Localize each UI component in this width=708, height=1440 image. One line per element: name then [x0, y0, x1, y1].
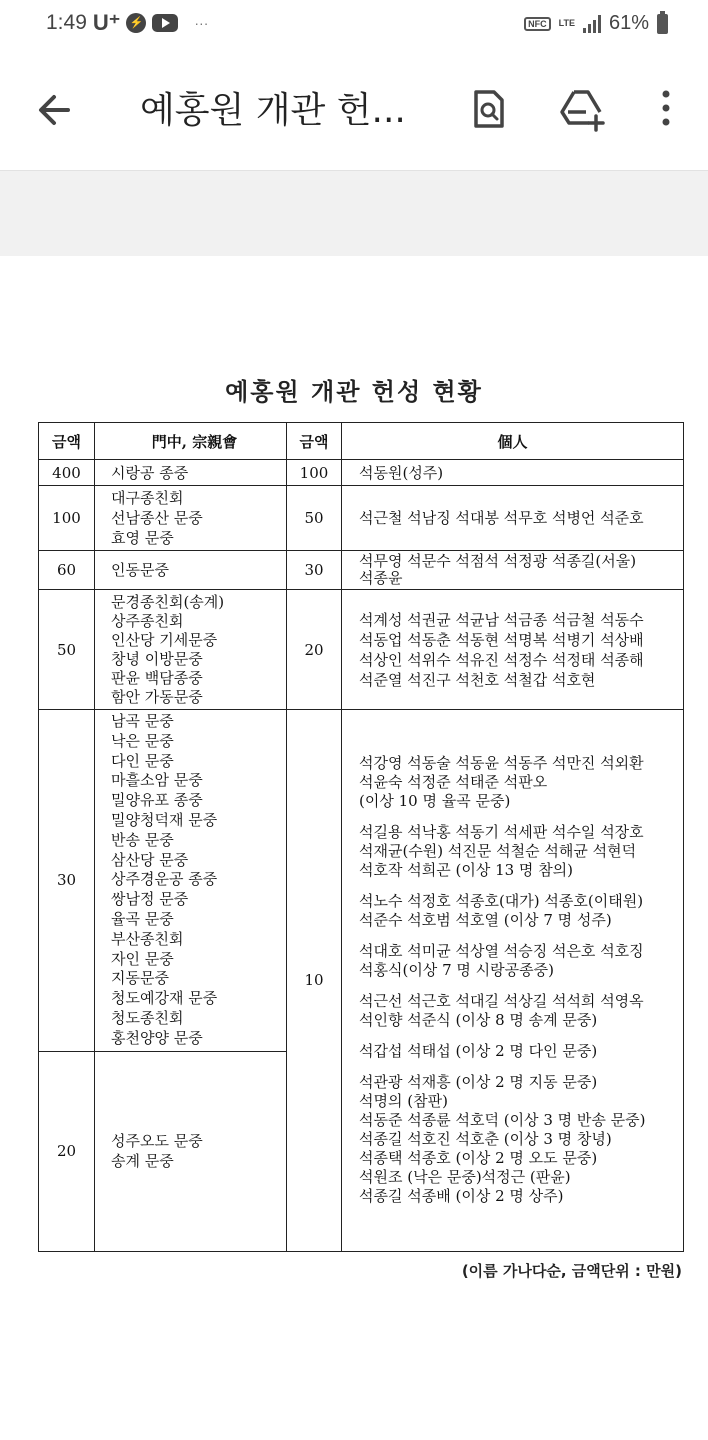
amount-cell: 100 — [39, 486, 95, 551]
list-item: 석동원(성주) — [359, 463, 444, 482]
table-row — [39, 710, 684, 1052]
donor-group-block — [359, 823, 675, 880]
list-item: 청도종친회 — [111, 1008, 184, 1027]
list-item: 석동준 석종륜 석호덕 (이상 3 명 반송 문중) — [359, 1111, 646, 1130]
amount-cell: 30 — [287, 551, 342, 590]
donor-group-block — [359, 1042, 675, 1061]
list-item: 석원조 (낙은 문중)석정근 (판윤) — [359, 1168, 571, 1187]
more-vert-icon — [638, 80, 694, 136]
find-in-document-button[interactable] — [460, 80, 516, 136]
individual-cell — [342, 486, 684, 551]
list-item: 석명의 (참판) — [359, 1092, 448, 1111]
amount-cell: 10 — [287, 710, 342, 1252]
back-button[interactable] — [28, 82, 84, 138]
page-heading: 예홍원 개관 헌성 현황 — [225, 377, 483, 406]
list-item: 상주경운공 종중 — [111, 870, 218, 889]
group-cell — [95, 551, 287, 590]
list-item: 부산종친회 — [111, 929, 184, 948]
more-notifications-icon: ··· — [194, 15, 209, 31]
list-item: 석길용 석낙홍 석동기 석세판 석수일 석장호 — [359, 823, 644, 842]
donor-group-block — [359, 754, 675, 811]
list-item: 남곡 문중 — [111, 712, 174, 730]
carrier-label: U⁺ — [92, 10, 121, 35]
group-cell — [95, 486, 287, 551]
list-item: 함안 가동문중 — [111, 687, 203, 706]
status-left — [46, 10, 208, 36]
list-item: 삼산당 문중 — [111, 850, 189, 869]
list-item: 상주종친회 — [111, 611, 184, 630]
list-item: 마흘소암 문중 — [111, 771, 203, 790]
spacer — [359, 880, 675, 892]
list-item: 자인 문중 — [111, 949, 174, 968]
table-header-row — [39, 423, 684, 460]
amount-cell: 50 — [39, 590, 95, 710]
list-item: 인산당 기세문중 — [111, 630, 218, 649]
document-title: 예홍원 개관 헌... — [140, 90, 406, 131]
list-item: 석준열 석진구 석천호 석철갑 석호현 — [359, 670, 596, 689]
list-item: (이상 10 명 율곡 문중) — [359, 792, 511, 811]
youtube-icon — [152, 14, 178, 32]
spacer — [359, 811, 675, 823]
table-row — [39, 590, 684, 710]
status-time: 1:49 — [46, 11, 87, 34]
table-row — [39, 551, 684, 590]
list-item: 쌍남정 문중 — [111, 890, 189, 909]
list-item: 석무영 석문수 석점석 석정광 석종길(서울) — [359, 552, 637, 570]
list-item: 석대호 석미균 석상열 석승징 석은호 석호징 — [359, 942, 644, 961]
individual-cell — [342, 551, 684, 590]
spacer — [359, 1030, 675, 1042]
signal-icon — [583, 15, 601, 33]
footnote: (이름 가나다순, 금액단위 : 만원) — [461, 1262, 682, 1280]
list-item: 문경종친회(송계) — [111, 592, 225, 611]
individual-cell — [342, 460, 684, 486]
battery-percent: 61% — [608, 12, 649, 34]
list-item: 석윤숙 석정준 석태준 석판오 — [359, 773, 548, 792]
donation-table — [38, 422, 684, 1252]
list-item: 석종윤 — [359, 569, 403, 587]
list-item: 석홍식(이상 7 명 시랑공종중) — [359, 961, 554, 980]
document-top-margin — [0, 171, 708, 256]
spacer — [359, 1061, 675, 1073]
header-group: 門中, 宗親會 — [95, 423, 287, 460]
list-item: 대구종친회 — [111, 489, 184, 507]
data-saver-icon: ⚡ — [126, 13, 146, 33]
list-item: 반송 문중 — [111, 830, 174, 849]
app-bar — [0, 52, 708, 171]
lte-icon: LTE — [558, 18, 575, 28]
list-item: 지동문중 — [111, 969, 169, 988]
list-item: 석종택 석종호 (이상 2 명 오도 문중) — [359, 1149, 598, 1168]
donor-group-block — [359, 942, 675, 980]
group-cell — [95, 460, 287, 486]
list-item: 판윤 백담종중 — [111, 668, 203, 687]
drive-add-icon — [554, 80, 610, 136]
list-item: 인동문중 — [111, 560, 169, 579]
amount-cell: 50 — [287, 486, 342, 551]
list-item: 시랑공 종중 — [111, 463, 189, 482]
list-item: 석관광 석재흥 (이상 2 명 지동 문중) — [359, 1073, 598, 1092]
list-item: 석상인 석위수 석유진 석정수 석정태 석종해 — [359, 650, 644, 669]
list-item: 석재균(수원) 석진문 석철순 석해균 석현덕 — [359, 842, 637, 861]
individual-cell — [342, 590, 684, 710]
list-item: 석계성 석권균 석균남 석금종 석금철 석동수 — [359, 610, 644, 629]
list-item: 석준수 석호범 석호열 (이상 7 명 성주) — [359, 911, 612, 930]
list-item: 석인향 석준식 (이상 8 명 송계 문중) — [359, 1011, 598, 1030]
list-item: 석갑섭 석태섭 (이상 2 명 다인 문중) — [359, 1042, 598, 1061]
list-item: 석동업 석동춘 석동현 석명복 석병기 석상배 — [359, 630, 644, 649]
list-item: 송계 문중 — [111, 1152, 174, 1171]
amount-cell: 60 — [39, 551, 95, 590]
list-item: 석종길 석호진 석호춘 (이상 3 명 창녕) — [359, 1130, 612, 1149]
amount-cell: 100 — [287, 460, 342, 486]
list-item: 홍천양양 문중 — [111, 1028, 203, 1047]
list-item: 석강영 석동술 석동윤 석동주 석만진 석외환 — [359, 754, 644, 773]
group-cell — [95, 1051, 287, 1251]
list-item: 밀양유포 종중 — [111, 791, 203, 810]
list-item: 석근선 석근호 석대길 석상길 석석희 석영옥 — [359, 992, 644, 1011]
list-item: 창녕 이방문중 — [111, 649, 203, 668]
spacer — [359, 930, 675, 942]
amount-cell: 30 — [39, 710, 95, 1052]
list-item: 석노수 석정호 석종호(대가) 석종호(이태원) — [359, 892, 644, 911]
list-item: 석호작 석희곤 (이상 13 명 참의) — [359, 861, 574, 880]
back-arrow-icon — [28, 82, 84, 138]
donor-group-block — [359, 1073, 675, 1206]
add-to-drive-button[interactable] — [554, 80, 610, 136]
table-row — [39, 486, 684, 551]
individual-cell — [342, 710, 684, 1252]
amount-cell: 20 — [39, 1051, 95, 1251]
more-options-button[interactable] — [638, 80, 694, 136]
header-individual: 個人 — [342, 423, 684, 460]
table-row — [39, 460, 684, 486]
header-amount-2: 금액 — [287, 423, 342, 460]
nfc-icon: NFC — [524, 17, 551, 31]
header-amount: 금액 — [39, 423, 95, 460]
list-item: 성주오도 문중 — [111, 1132, 203, 1151]
list-item: 낙은 문중 — [111, 731, 174, 750]
status-right — [524, 12, 668, 35]
list-item: 효영 문중 — [111, 529, 174, 547]
find-in-page-icon — [460, 80, 516, 136]
donor-group-block — [359, 992, 675, 1030]
amount-cell: 20 — [287, 590, 342, 710]
group-cell — [95, 710, 287, 1052]
spacer — [359, 980, 675, 992]
list-item: 석근철 석남징 석대봉 석무호 석병언 석준호 — [359, 509, 644, 527]
list-item: 밀양청덕재 문중 — [111, 810, 218, 829]
donor-group-block — [359, 892, 675, 930]
battery-icon — [657, 14, 668, 34]
list-item: 석종길 석종배 (이상 2 명 상주) — [359, 1187, 564, 1206]
list-item: 선남종산 문중 — [111, 509, 203, 527]
list-item: 다인 문중 — [111, 751, 174, 770]
list-item: 청도예강재 문중 — [111, 989, 218, 1008]
list-item: 율곡 문중 — [111, 909, 174, 928]
amount-cell: 400 — [39, 460, 95, 486]
status-bar — [0, 0, 708, 52]
group-cell — [95, 590, 287, 710]
